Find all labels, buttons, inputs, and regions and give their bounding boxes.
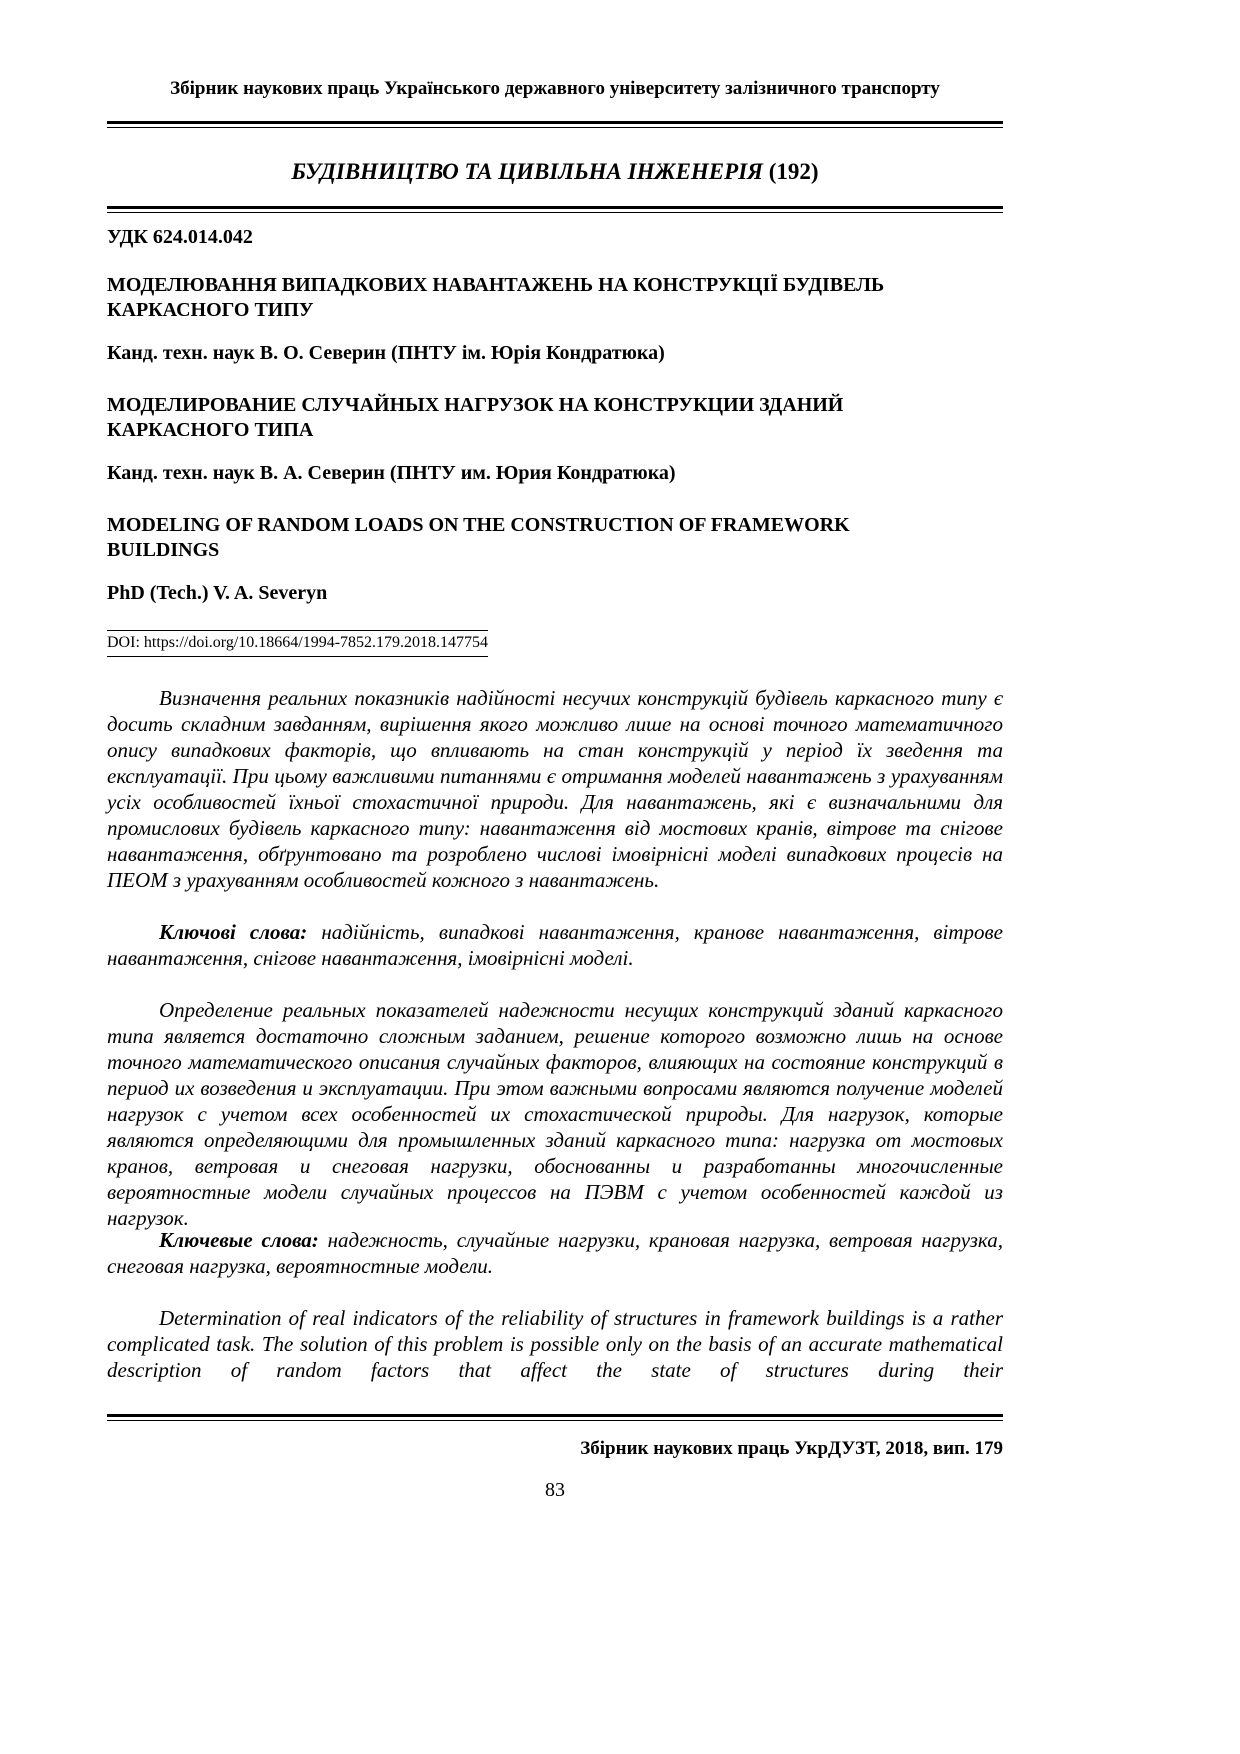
footer-citation: Збірник наукових праць УкрДУЗТ, 2018, вип. 179 <box>580 1438 1003 1459</box>
keywords-label: Ключові слова: <box>159 920 308 944</box>
title-en: MODELING OF RANDOM LOADS ON THE CONSTRUCTION OF FRAMEWORK BUILDINGS <box>107 514 850 561</box>
footer-divider <box>107 1414 1003 1421</box>
keywords-ru <box>107 1227 1003 1279</box>
doi-link[interactable]: DOI: https://doi.org/10.18664/1994-7852.179.2018.147754 <box>107 630 488 657</box>
title-ua: МОДЕЛЮВАННЯ ВИПАДКОВИХ НАВАНТАЖЕНЬ НА КОНСТРУКЦІЇ БУДІВЕЛЬ КАРКАСНОГО ТИПУ <box>107 274 885 321</box>
keywords-label: Ключевые слова: <box>159 1228 319 1252</box>
abstract-en: Determination of real indicators of the reliability of structures in framework buildings is a rather complicated task. The solution of this problem is possible only on the basis of an accurate mathematical description of random factors that affect the state of structures during their <box>107 1306 1003 1382</box>
keywords-text: надежность, случайные нагрузки, крановая нагрузка, ветровая нагрузка, снеговая нагрузка, вероятностные модели. <box>107 1228 1003 1278</box>
header-divider <box>107 121 1003 128</box>
section-divider <box>107 206 1003 213</box>
journal-header: Збірник наукових праць Українського державного університету залізничного транспорту <box>170 78 940 99</box>
keywords-text: надійність, випадкові навантаження, кранове навантаження, вітрове навантаження, снігове навантаження, імовірнісні моделі. <box>107 920 1003 970</box>
keywords-ua <box>107 919 1003 971</box>
section-name: БУДІВНИЦТВО ТА ЦИВІЛЬНА ІНЖЕНЕРІЯ <box>291 159 763 184</box>
udc: УДК 624.014.042 <box>107 226 253 248</box>
section-number: (192) <box>768 159 819 184</box>
author-ua: Канд. техн. наук В. О. Северин (ПНТУ ім. Юрія Кондратюка) <box>107 342 665 364</box>
abstract-ru: Определение реальных показателей надежности несущих конструкций зданий каркасного типа является достаточно сложным заданием, решение которого возможно лишь на основе точного математического описания случайных факторов, влияющих на состояние конструкций в период их возведения и эксплуатации. При этом важными вопросами являются получение моделей нагрузок с учетом всех особенностей их стохастической природы. Для нагрузок, которые являются определяющими для промышленных зданий каркасного типа: нагрузка от мостовых кранов, ветровая и снеговая нагрузки, обоснованны и разработанны многочисленные вероятностные модели случайных процессов на ПЭВМ с учетом особенностей каждой из нагрузок. <box>107 998 1003 1230</box>
abstract-ua: Визначення реальних показників надійності несучих конструкцій будівель каркасного типу є досить складним завданням, вирішення якого можливо лише на основі точного математичного опису випадкових факторів, що впливають на стан конструкцій у період їх зведення та експлуатації. При цьому важливими питаннями є отримання моделей навантажень з урахуванням усіх особливостей їхньої стохастичної природи. Для навантажень, які є визначальними для промислових будівель каркасного типу: навантаження від мостових кранів, вітрове та снігове навантаження, обґрунтовано та розроблено числові імовірнісні моделі випадкових процесів на ПЕОМ з урахуванням особливостей кожного з навантажень. <box>107 686 1003 892</box>
author-ru: Канд. техн. наук В. А. Северин (ПНТУ им. Юрия Кондратюка) <box>107 462 676 484</box>
page-number: 83 <box>545 1479 565 1501</box>
section-title <box>107 159 1003 185</box>
author-en: PhD (Tech.) V. A. Severyn <box>107 582 328 604</box>
title-ru: МОДЕЛИРОВАНИЕ СЛУЧАЙНЫХ НАГРУЗОК НА КОНСТРУКЦИИ ЗДАНИЙ КАРКАСНОГО ТИПА <box>107 394 844 441</box>
